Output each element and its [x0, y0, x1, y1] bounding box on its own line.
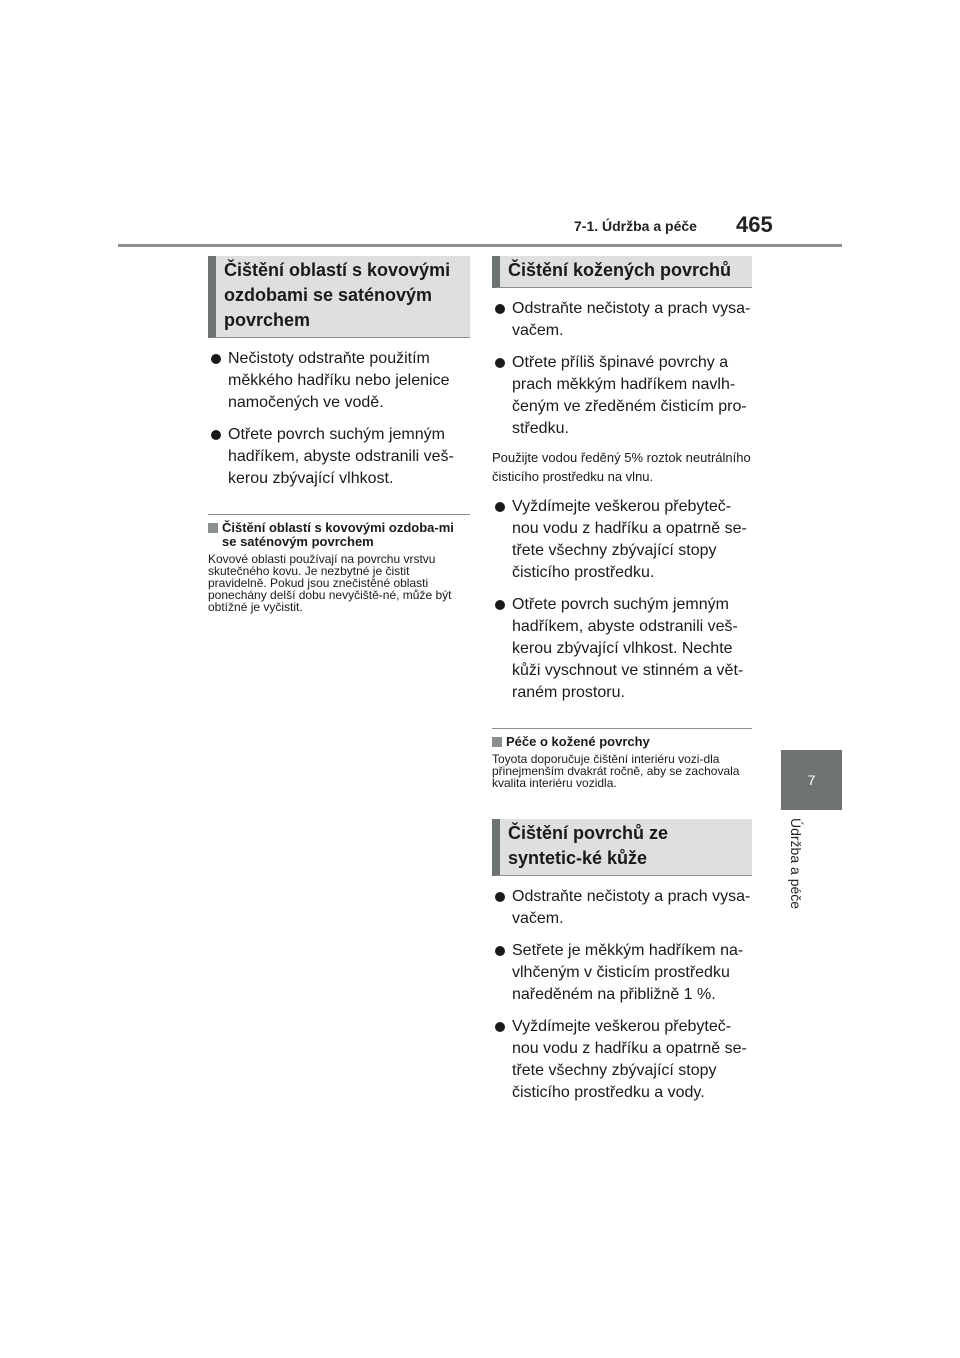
list-item [492, 352, 752, 440]
list-item-text: Vyždímejte veškerou přebyteč-nou vodu z hadříku a opatrně se-třete všechny zbývající stopy čisticího prostředku. [512, 498, 747, 581]
square-bullet-icon [492, 737, 502, 747]
list-item [492, 298, 752, 342]
list-item [492, 496, 752, 584]
chapter-label: Údržba a péče [788, 818, 804, 910]
subsection-rule [208, 514, 470, 515]
list-item [492, 886, 752, 930]
square-bullet-icon [208, 523, 218, 533]
subsection-title [492, 735, 752, 749]
bullet-icon [211, 354, 221, 364]
subsection-title-text: Péče o kožené povrchy [506, 734, 650, 749]
bullet-list [492, 298, 752, 440]
bullet-icon [495, 358, 505, 368]
list-item-text: Otřete příliš špinavé povrchy a prach měkkým hadříkem navlh-čeným ve zředěném čisticím pro-středku. [512, 354, 747, 437]
subsection-text: Kovové oblasti používají na povrchu vrstvu skutečného kovu. Je nezbytné je čistit pravidelně. Pokud jsou znečistěné oblasti ponechány delší dobu nevyčiště-né, může být obtížné je vyčistit. [208, 552, 452, 614]
bullet-icon [495, 946, 505, 956]
bullet-icon [495, 892, 505, 902]
subsection-text: Toyota doporučuje čištění interiéru vozi-dla přinejmenším dvakrát ročně, aby se zachovala kvalita interiéru vozidla. [492, 752, 740, 790]
bullet-icon [495, 304, 505, 314]
list-item-text: Nečistoty odstraňte použitím měkkého hadříku nebo jelenice namočených ve vodě. [228, 350, 450, 411]
section-heading: Čištění povrchů ze syntetic-ké kůže [492, 819, 752, 876]
left-column [208, 256, 470, 613]
bullet-list [208, 348, 470, 490]
chapter-tab: 7 [781, 750, 842, 810]
section-heading: Čištění kožených povrchů [492, 256, 752, 288]
bullet-icon [211, 430, 221, 440]
bullet-list [492, 496, 752, 704]
list-item-text: Setřete je měkkým hadříkem na-vlhčeným v čisticím prostředku naředěném na přibližně 1 %. [512, 942, 744, 1003]
header-rule [118, 244, 842, 247]
bullet-icon [495, 600, 505, 610]
list-item-text: Otřete povrch suchým jemným hadříkem, abyste odstranili veš-kerou zbývající vlhkost. Nechte kůži vyschnout ve stinném a vět-raném prostoru. [512, 596, 744, 701]
subsection-rule [492, 728, 752, 729]
list-item-text: Odstraňte nečistoty a prach vysa-vačem. [512, 300, 751, 339]
list-item-text: Vyždímejte veškerou přebyteč-nou vodu z hadříku a opatrně se-třete všechny zbývající stopy čisticího prostředku a vody. [512, 1018, 747, 1101]
right-column [492, 256, 752, 1104]
page-number: 465 [736, 212, 773, 237]
list-item [208, 424, 470, 490]
bullet-icon [495, 1022, 505, 1032]
section-heading: Čištění oblastí s kovovými ozdobami se saténovým povrchem [208, 256, 470, 338]
header-section-title: 7-1. Údržba a péče [574, 218, 697, 234]
subsection-title [208, 521, 470, 549]
subsection-title-text: Čištění oblastí s kovovými ozdoba-mi se saténovým povrchem [222, 520, 454, 549]
list-item [492, 1016, 752, 1104]
bullet-icon [495, 502, 505, 512]
bullet-list [492, 886, 752, 1104]
note-text: Použijte vodou ředěný 5% roztok neutrálního čisticího prostředku na vlnu. [492, 450, 751, 484]
list-item [492, 594, 752, 704]
list-item-text: Otřete povrch suchým jemným hadříkem, abyste odstranili veš-kerou zbývající vlhkost. [228, 426, 454, 487]
list-item-text: Odstraňte nečistoty a prach vysa-vačem. [512, 888, 751, 927]
list-item [492, 940, 752, 1006]
list-item [208, 348, 470, 414]
